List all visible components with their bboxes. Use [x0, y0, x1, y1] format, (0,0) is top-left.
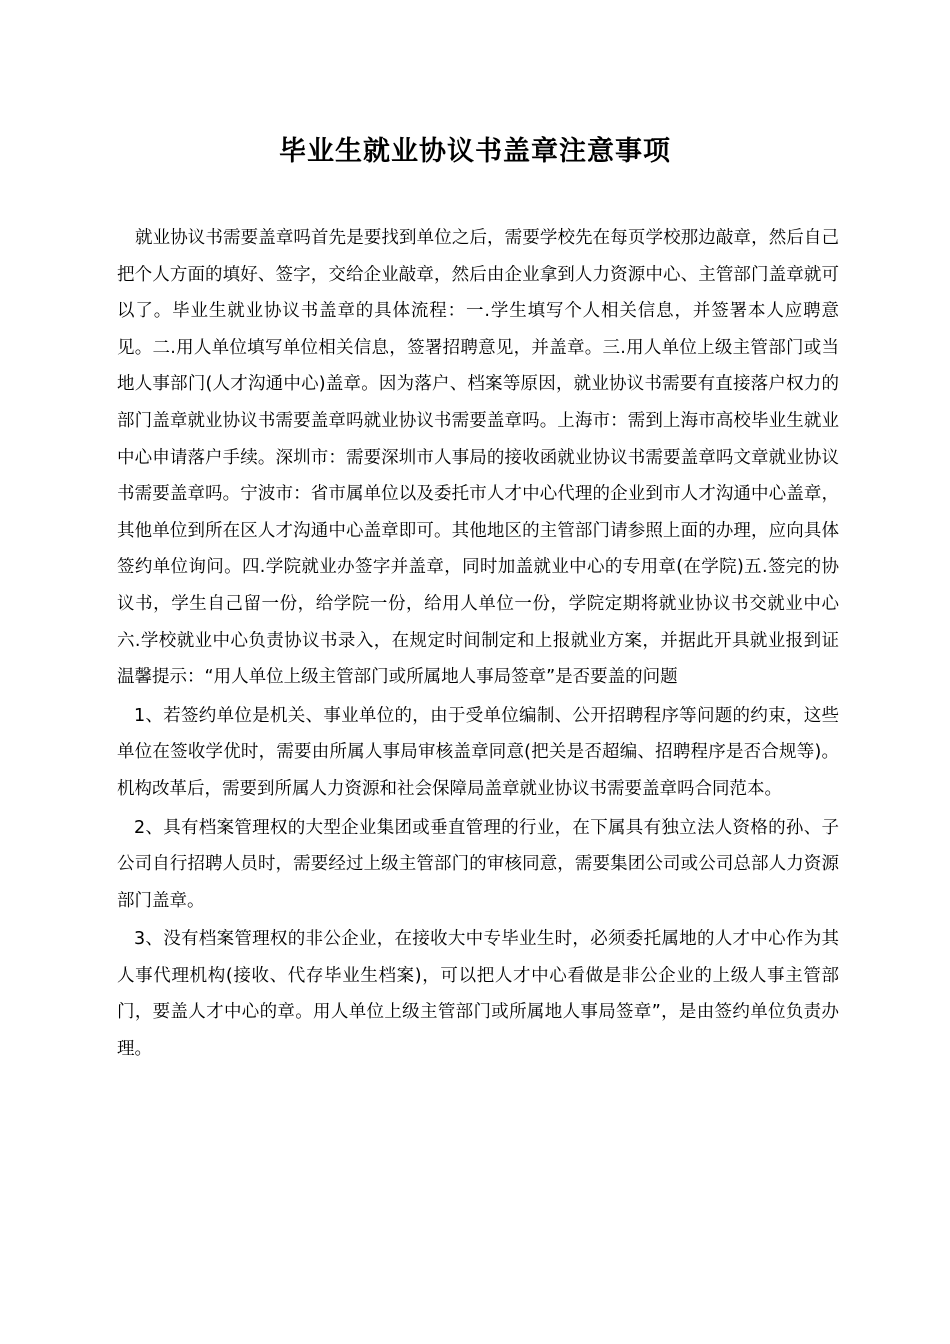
page-title: 毕业生就业协议书盖章注意事项: [279, 136, 671, 167]
paragraph-intro: 就业协议书需要盖章吗首先是要找到单位之后，需要学校先在每页学校那边敲章，然后自己把个人方面的填好、签字，交给企业敲章，然后由企业拿到人力资源中心、主管部门盖章就可以了。毕业生就业协议书盖章的具体流程：一.学生填写个人相关信息，并签署本人应聘意见。二.用人单位填写单位相关信息，签署招聘意见，并盖章。三.用人单位上级主管部门或当地人事部门(人才沟通中心)盖章。因为落户、档案等原因，就业协议书需要有直接落户权力的部门盖章就业协议书需要盖章吗就业协议书需要盖章吗。上海市：需到上海市高校毕业生就业中心申请落户手续。深圳市：需要深圳市人事局的接收函就业协议书需要盖章吗文章就业协议书需要盖章吗。宁波市：省市属单位以及委托市人才中心代理的企业到市人才沟通中心盖章，其他单位到所在区人才沟通中心盖章即可。其他地区的主管部门请参照上面的办理，应向具体签约单位询问。四.学院就业办签字并盖章，同时加盖就业中心的专用章(在学院)五.签完的协议书，学生自己留一份，给学院一份，给用人单位一份，学院定期将就业协议书交就业中心六.学校就业中心负责协议书录入，在规定时间制定和上报就业方案，并据此开具就业报到证温馨提示：“用人单位上级主管部门或所属地人事局签章”是否要盖的问题: [117, 228, 839, 688]
paragraph-item-3: 3、没有档案管理权的非公企业，在接收大中专毕业生时，必须委托属地的人才中心作为其人事代理机构(接收、代存毕业生档案)，可以把人才中心看做是非公企业的上级人事主管部门，要盖人才中心的章。用人单位上级主管部门或所属地人事局签章”，是由签约单位负责办理。: [117, 929, 839, 1060]
paragraph-item-1: 1、若签约单位是机关、事业单位的，由于受单位编制、公开招聘程序等问题的约束，这些单位在签收学优时，需要由所属人事局审核盖章同意(把关是否超编、招聘程序是否合规等)。机构改革后，需要到所属人力资源和社会保障局盖章就业协议书需要盖章吗合同范本。: [117, 705, 839, 799]
document-body: [117, 220, 839, 1070]
paragraph-item-2: 2、具有档案管理权的大型企业集团或垂直管理的行业，在下属具有独立法人资格的孙、子公司自行招聘人员时，需要经过上级主管部门的审核同意，需要集团公司或公司总部人力资源部门盖章。: [117, 817, 839, 911]
